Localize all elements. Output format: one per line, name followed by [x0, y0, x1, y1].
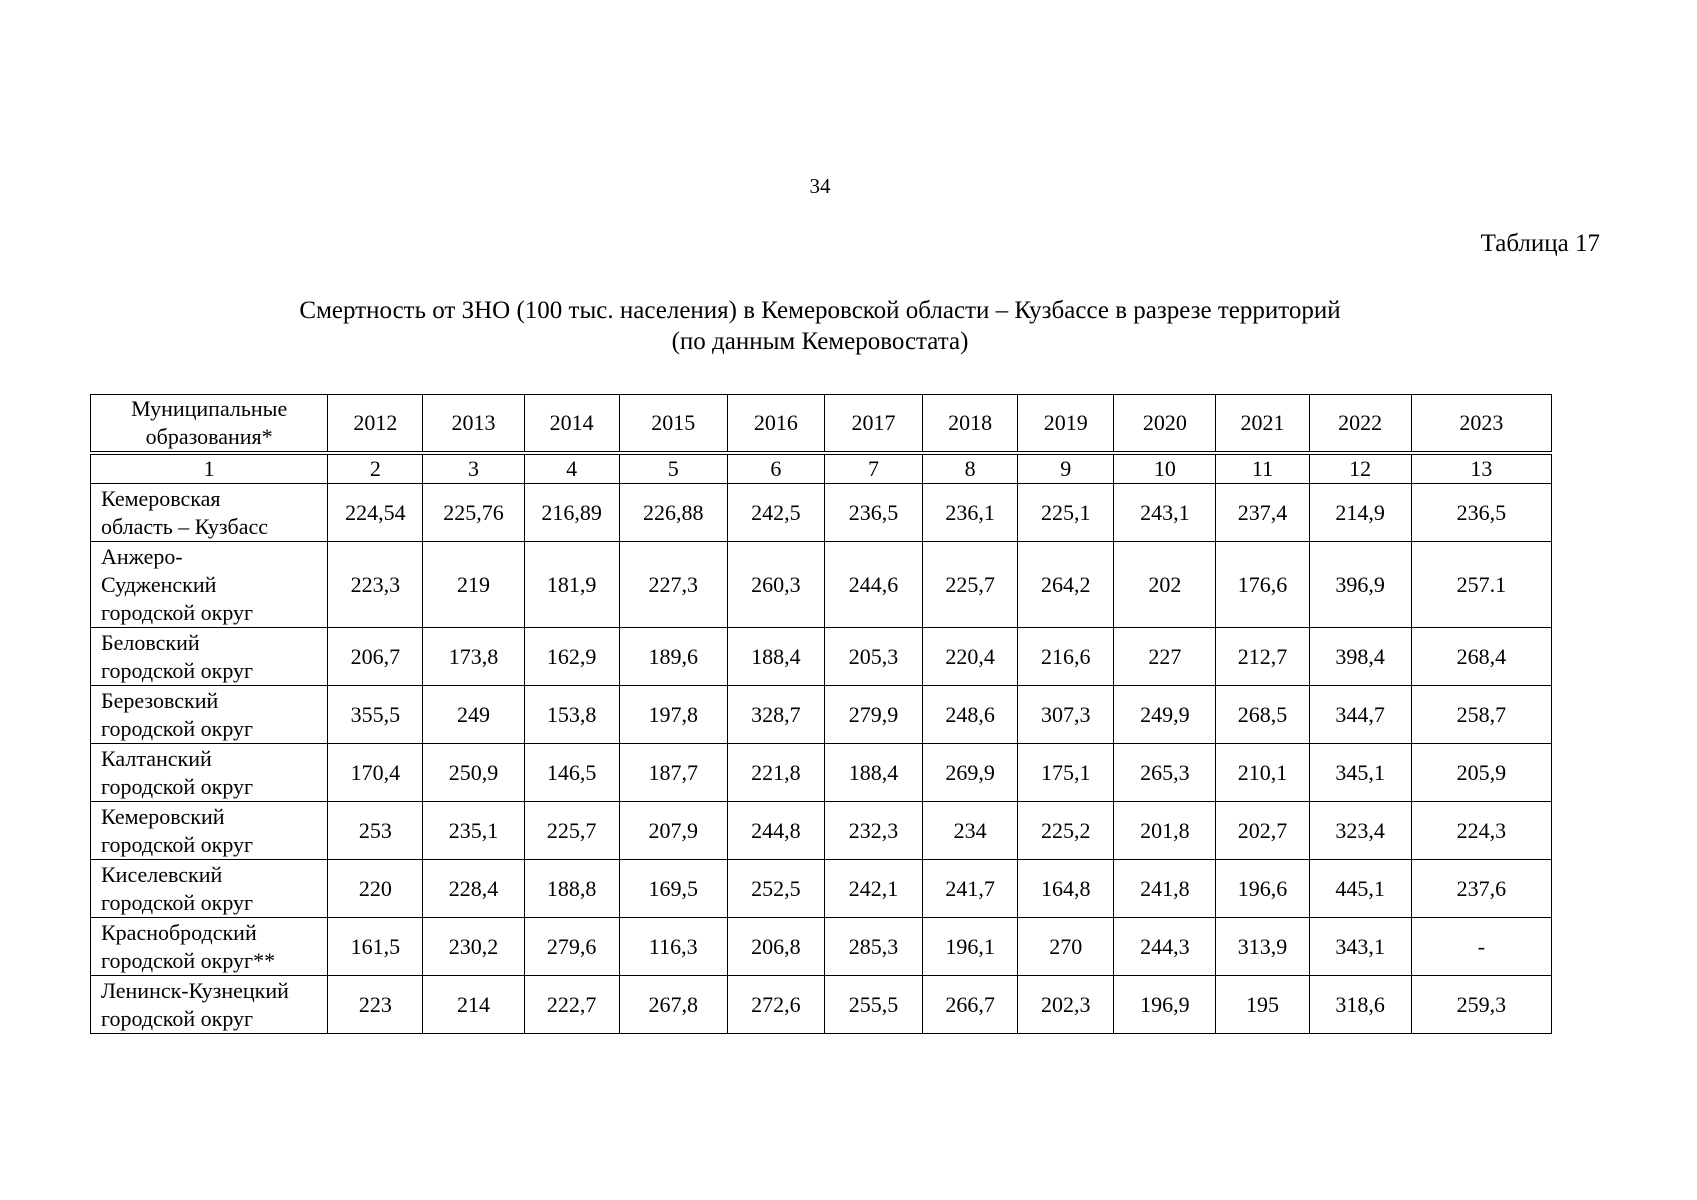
page-number: 34: [809, 174, 831, 198]
value-cell: 236,5: [824, 484, 922, 542]
municipality-name-line: Кемеровская: [101, 485, 221, 511]
value-cell: 175,1: [1018, 744, 1114, 802]
column-number: 5: [619, 453, 727, 484]
municipality-name-line: Краснобродский: [101, 919, 257, 945]
value-cell: 169,5: [619, 860, 727, 918]
value-cell: 195: [1216, 976, 1309, 1034]
value-cell: 235,1: [423, 802, 524, 860]
table-row: [91, 802, 1552, 860]
value-cell: 176,6: [1216, 542, 1309, 628]
value-cell: 267,8: [619, 976, 727, 1034]
municipality-name-line: городской округ: [101, 889, 254, 915]
table-row: [91, 686, 1552, 744]
municipality-name: [91, 860, 328, 918]
value-cell: 264,2: [1018, 542, 1114, 628]
header-year: 2013: [423, 395, 524, 454]
header-year: 2015: [619, 395, 727, 454]
value-cell: 396,9: [1309, 542, 1411, 628]
value-cell: 250,9: [423, 744, 524, 802]
value-cell: 236,1: [923, 484, 1018, 542]
header-municipality-line-2: образования*: [145, 424, 273, 449]
value-cell: 201,8: [1114, 802, 1216, 860]
municipality-name: [91, 628, 328, 686]
value-cell: 241,8: [1114, 860, 1216, 918]
value-cell: 242,1: [824, 860, 922, 918]
value-cell: 241,7: [923, 860, 1018, 918]
value-cell: 318,6: [1309, 976, 1411, 1034]
value-cell: 249,9: [1114, 686, 1216, 744]
value-cell: 224,3: [1411, 802, 1551, 860]
value-cell: 188,4: [727, 628, 824, 686]
header-year: 2017: [824, 395, 922, 454]
value-cell: 268,5: [1216, 686, 1309, 744]
municipality-name-line: Калтанский: [101, 745, 212, 771]
value-cell: 170,4: [328, 744, 423, 802]
value-cell: 196,6: [1216, 860, 1309, 918]
column-number: 8: [923, 453, 1018, 484]
value-cell: 214,9: [1309, 484, 1411, 542]
municipality-name-line: Судженский: [101, 571, 217, 597]
municipality-name-line: Кемеровский: [101, 803, 225, 829]
column-number: 10: [1114, 453, 1216, 484]
value-cell: 285,3: [824, 918, 922, 976]
value-cell: 196,9: [1114, 976, 1216, 1034]
value-cell: 146,5: [524, 744, 619, 802]
value-cell: 253: [328, 802, 423, 860]
value-cell: 202,3: [1018, 976, 1114, 1034]
value-cell: 162,9: [524, 628, 619, 686]
value-cell: 345,1: [1309, 744, 1411, 802]
mortality-table: [90, 394, 1552, 1034]
value-cell: 226,88: [619, 484, 727, 542]
value-cell: 344,7: [1309, 686, 1411, 744]
value-cell: 173,8: [423, 628, 524, 686]
value-cell: 164,8: [1018, 860, 1114, 918]
municipality-name-line: Киселевский: [101, 861, 223, 887]
column-number: 4: [524, 453, 619, 484]
value-cell: 307,3: [1018, 686, 1114, 744]
header-year: 2020: [1114, 395, 1216, 454]
value-cell: 222,7: [524, 976, 619, 1034]
value-cell: 398,4: [1309, 628, 1411, 686]
column-number: 11: [1216, 453, 1309, 484]
value-cell: 210,1: [1216, 744, 1309, 802]
value-cell: 270: [1018, 918, 1114, 976]
value-cell: 189,6: [619, 628, 727, 686]
municipality-name-line: область – Кузбасс: [101, 513, 268, 539]
table-row: [91, 918, 1552, 976]
value-cell: 197,8: [619, 686, 727, 744]
value-cell: 225,7: [524, 802, 619, 860]
municipality-name-line: Беловский: [101, 629, 200, 655]
table-label: Таблица 17: [1480, 230, 1600, 257]
column-numbers-row: [91, 453, 1552, 484]
value-cell: 196,1: [923, 918, 1018, 976]
header-municipality: [91, 395, 328, 454]
value-cell: 224,54: [328, 484, 423, 542]
value-cell: 249: [423, 686, 524, 744]
value-cell: 221,8: [727, 744, 824, 802]
value-cell: 116,3: [619, 918, 727, 976]
value-cell: 237,6: [1411, 860, 1551, 918]
table-title-line-1: Смертность от ЗНО (100 тыс. населения) в Кемеровской области – Кузбассе в разрезе территорий: [299, 297, 1341, 324]
value-cell: 220,4: [923, 628, 1018, 686]
value-cell: 206,7: [328, 628, 423, 686]
value-cell: 268,4: [1411, 628, 1551, 686]
table-row: [91, 628, 1552, 686]
column-number: 6: [727, 453, 824, 484]
value-cell: 212,7: [1216, 628, 1309, 686]
value-cell: 228,4: [423, 860, 524, 918]
municipality-name-line: Ленинск-Кузнецкий: [101, 977, 289, 1003]
value-cell: 445,1: [1309, 860, 1411, 918]
value-cell: 205,9: [1411, 744, 1551, 802]
municipality-name: [91, 802, 328, 860]
table-row: [91, 744, 1552, 802]
value-cell: 227: [1114, 628, 1216, 686]
value-cell: 188,8: [524, 860, 619, 918]
municipality-name: [91, 686, 328, 744]
value-cell: 269,9: [923, 744, 1018, 802]
value-cell: 223: [328, 976, 423, 1034]
value-cell: 279,6: [524, 918, 619, 976]
value-cell: 243,1: [1114, 484, 1216, 542]
value-cell: 248,6: [923, 686, 1018, 744]
value-cell: 244,8: [727, 802, 824, 860]
value-cell: 219: [423, 542, 524, 628]
value-cell: 206,8: [727, 918, 824, 976]
value-cell: 216,6: [1018, 628, 1114, 686]
column-number: 3: [423, 453, 524, 484]
value-cell: 252,5: [727, 860, 824, 918]
municipality-name-line: городской округ: [101, 715, 254, 741]
value-cell: 272,6: [727, 976, 824, 1034]
value-cell: 207,9: [619, 802, 727, 860]
value-cell: 244,6: [824, 542, 922, 628]
value-cell: 234: [923, 802, 1018, 860]
header-year: 2019: [1018, 395, 1114, 454]
value-cell: 232,3: [824, 802, 922, 860]
table-row: [91, 542, 1552, 628]
value-cell: 225,76: [423, 484, 524, 542]
table-title-line-2: (по данным Кемеровостата): [671, 328, 969, 355]
municipality-name-line: городской округ: [101, 773, 254, 799]
value-cell: 181,9: [524, 542, 619, 628]
municipality-name: [91, 918, 328, 976]
municipality-name: [91, 484, 328, 542]
header-year: 2021: [1216, 395, 1309, 454]
municipality-name-line: городской округ: [101, 599, 254, 625]
value-cell: 202: [1114, 542, 1216, 628]
value-cell: 244,3: [1114, 918, 1216, 976]
value-cell: 237,4: [1216, 484, 1309, 542]
value-cell: 259,3: [1411, 976, 1551, 1034]
column-number: 13: [1411, 453, 1551, 484]
municipality-name: [91, 976, 328, 1034]
header-year: 2016: [727, 395, 824, 454]
value-cell: 313,9: [1216, 918, 1309, 976]
value-cell: 279,9: [824, 686, 922, 744]
table-row: [91, 860, 1552, 918]
column-number: 9: [1018, 453, 1114, 484]
value-cell: 214: [423, 976, 524, 1034]
municipality-name: [91, 744, 328, 802]
value-cell: 216,89: [524, 484, 619, 542]
value-cell: 260,3: [727, 542, 824, 628]
value-cell: 227,3: [619, 542, 727, 628]
value-cell: 161,5: [328, 918, 423, 976]
value-cell: 236,5: [1411, 484, 1551, 542]
table-title: [0, 295, 1640, 357]
value-cell: 266,7: [923, 976, 1018, 1034]
value-cell: 328,7: [727, 686, 824, 744]
value-cell: 153,8: [524, 686, 619, 744]
header-year: 2023: [1411, 395, 1551, 454]
value-cell: 223,3: [328, 542, 423, 628]
header-municipality-line-1: Муниципальные: [131, 396, 288, 421]
municipality-name-line: городской округ: [101, 831, 254, 857]
header-year: 2014: [524, 395, 619, 454]
header-row: [91, 395, 1552, 454]
municipality-name-line: городской округ**: [101, 947, 276, 973]
value-cell: -: [1411, 918, 1551, 976]
column-number: 12: [1309, 453, 1411, 484]
municipality-name-line: городской округ: [101, 1005, 254, 1031]
value-cell: 187,7: [619, 744, 727, 802]
value-cell: 188,4: [824, 744, 922, 802]
value-cell: 225,2: [1018, 802, 1114, 860]
value-cell: 202,7: [1216, 802, 1309, 860]
column-number: 1: [91, 453, 328, 484]
value-cell: 323,4: [1309, 802, 1411, 860]
header-year: 2012: [328, 395, 423, 454]
table-row: [91, 484, 1552, 542]
value-cell: 265,3: [1114, 744, 1216, 802]
value-cell: 258,7: [1411, 686, 1551, 744]
municipality-name-line: Березовский: [101, 687, 219, 713]
value-cell: 255,5: [824, 976, 922, 1034]
value-cell: 225,1: [1018, 484, 1114, 542]
column-number: 7: [824, 453, 922, 484]
value-cell: 220: [328, 860, 423, 918]
value-cell: 242,5: [727, 484, 824, 542]
value-cell: 355,5: [328, 686, 423, 744]
column-number: 2: [328, 453, 423, 484]
municipality-name-line: городской округ: [101, 657, 254, 683]
municipality-name-line: Анжеро-: [101, 543, 183, 569]
value-cell: 225,7: [923, 542, 1018, 628]
table-row: [91, 976, 1552, 1034]
municipality-name: [91, 542, 328, 628]
value-cell: 230,2: [423, 918, 524, 976]
value-cell: 343,1: [1309, 918, 1411, 976]
value-cell: 257.1: [1411, 542, 1551, 628]
header-year: 2022: [1309, 395, 1411, 454]
value-cell: 205,3: [824, 628, 922, 686]
header-year: 2018: [923, 395, 1018, 454]
